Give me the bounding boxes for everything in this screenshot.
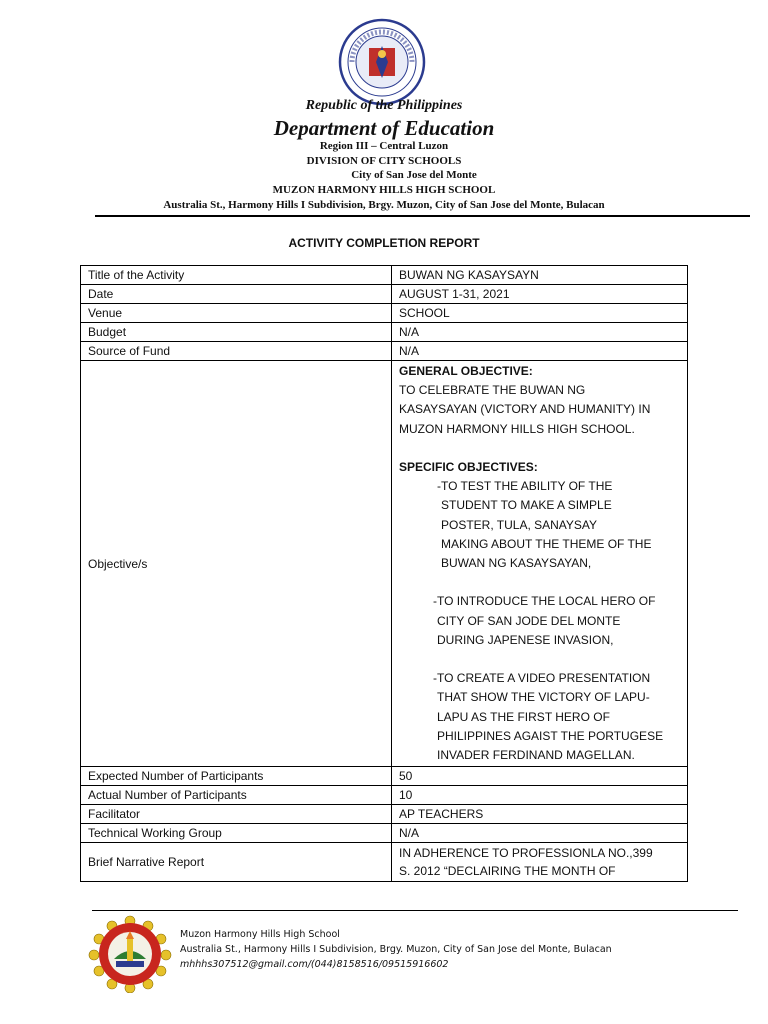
table-row xyxy=(81,805,688,824)
activity-report-table xyxy=(80,265,688,882)
row-value: AUGUST 1-31, 2021 xyxy=(392,285,688,304)
objective-line: -TO CREATE A VIDEO PRESENTATION xyxy=(433,671,651,686)
objective-line: LAPU AS THE FIRST HERO OF xyxy=(437,709,610,724)
objective-line: STUDENT TO MAKE A SIMPLE xyxy=(441,498,612,513)
row-value: N/A xyxy=(392,342,688,361)
row-value: N/A xyxy=(392,323,688,342)
row-value: SCHOOL xyxy=(392,304,688,323)
objective-line: DURING JAPENESE INVASION, xyxy=(437,632,614,647)
table-row xyxy=(81,824,688,843)
department-heading: Department of Education xyxy=(273,116,495,140)
footer-divider xyxy=(92,910,738,911)
row-label: Facilitator xyxy=(81,805,392,824)
narrative-cell xyxy=(392,843,688,882)
row-value: 10 xyxy=(392,786,688,805)
objective-line: TO CELEBRATE THE BUWAN NG xyxy=(399,383,586,398)
table-row xyxy=(81,767,688,786)
objective-line: POSTER, TULA, SANAYSAY xyxy=(441,517,598,532)
objective-line: INVADER FERDINAND MAGELLAN. xyxy=(437,748,635,763)
objective-line: -TO INTRODUCE THE LOCAL HERO OF xyxy=(433,594,656,609)
school-address-line: Australia St., Harmony Hills I Subdivision, Brgy. Muzon, City of San Jose del Monte, Bulacan xyxy=(163,199,605,211)
footer-school-name: Muzon Harmony Hills High School xyxy=(180,929,340,940)
region-line: Region III – Central Luzon xyxy=(319,140,449,152)
objective-line: BUWAN NG KASAYSAYAN, xyxy=(441,556,592,571)
report-title: ACTIVITY COMPLETION REPORT xyxy=(288,236,480,250)
footer-contact: mhhhs307512@gmail.com/(044)8158516/09515916602 xyxy=(180,959,449,970)
objective-line: MAKING ABOUT THE THEME OF THE xyxy=(441,536,652,551)
footer-address: Australia St., Harmony Hills I Subdivision, Brgy. Muzon, City of San Jose del Monte, Bulacan xyxy=(180,944,612,955)
narrative-line: S. 2012 “DECLAIRING THE MONTH OF xyxy=(399,864,616,879)
row-label: Expected Number of Participants xyxy=(81,767,392,786)
table-row xyxy=(81,266,688,285)
narrative-row xyxy=(81,843,688,882)
table-row xyxy=(81,786,688,805)
republic-heading: Republic of the Philippines xyxy=(305,98,463,113)
row-label: Actual Number of Participants xyxy=(81,786,392,805)
row-label: Brief Narrative Report xyxy=(81,843,392,882)
table-row xyxy=(81,323,688,342)
row-label: Technical Working Group xyxy=(81,824,392,843)
objectives-cell xyxy=(392,361,688,767)
objective-line: CITY OF SAN JODE DEL MONTE xyxy=(437,613,621,628)
table-row xyxy=(81,304,688,323)
row-value: BUWAN NG KASAYSAYN xyxy=(392,266,688,285)
school-logo xyxy=(88,915,172,993)
city-line: City of San Jose del Monte xyxy=(351,169,477,181)
table-row xyxy=(81,342,688,361)
row-value: 50 xyxy=(392,767,688,786)
objective-line: THAT SHOW THE VICTORY OF LAPU- xyxy=(437,690,650,705)
row-label: Date xyxy=(81,285,392,304)
narrative-line: IN ADHERENCE TO PROFESSIONLA NO.,399 xyxy=(399,846,653,861)
division-line: DIVISION OF CITY SCHOOLS xyxy=(306,155,462,167)
school-name-line: MUZON HARMONY HILLS HIGH SCHOOL xyxy=(272,184,496,196)
row-label: Source of Fund xyxy=(81,342,392,361)
row-label: Objective/s xyxy=(81,361,392,767)
row-label: Venue xyxy=(81,304,392,323)
row-label: Budget xyxy=(81,323,392,342)
objectives-row xyxy=(81,361,688,767)
objective-line: MUZON HARMONY HILLS HIGH SCHOOL. xyxy=(399,421,635,436)
general-objective-heading: GENERAL OBJECTIVE: xyxy=(399,364,533,378)
header-divider xyxy=(95,215,750,217)
row-label: Title of the Activity xyxy=(81,266,392,285)
objective-line: PHILIPPINES AGAIST THE PORTUGESE xyxy=(437,728,664,743)
deped-seal-logo xyxy=(338,18,426,106)
objective-line: KASAYSAYAN (VICTORY AND HUMANITY) IN xyxy=(399,402,651,417)
objective-line: -TO TEST THE ABILITY OF THE xyxy=(437,479,613,494)
specific-objectives-heading: SPECIFIC OBJECTIVES: xyxy=(399,460,538,475)
row-value: AP TEACHERS xyxy=(392,805,688,824)
table-row xyxy=(81,285,688,304)
row-value: N/A xyxy=(392,824,688,843)
